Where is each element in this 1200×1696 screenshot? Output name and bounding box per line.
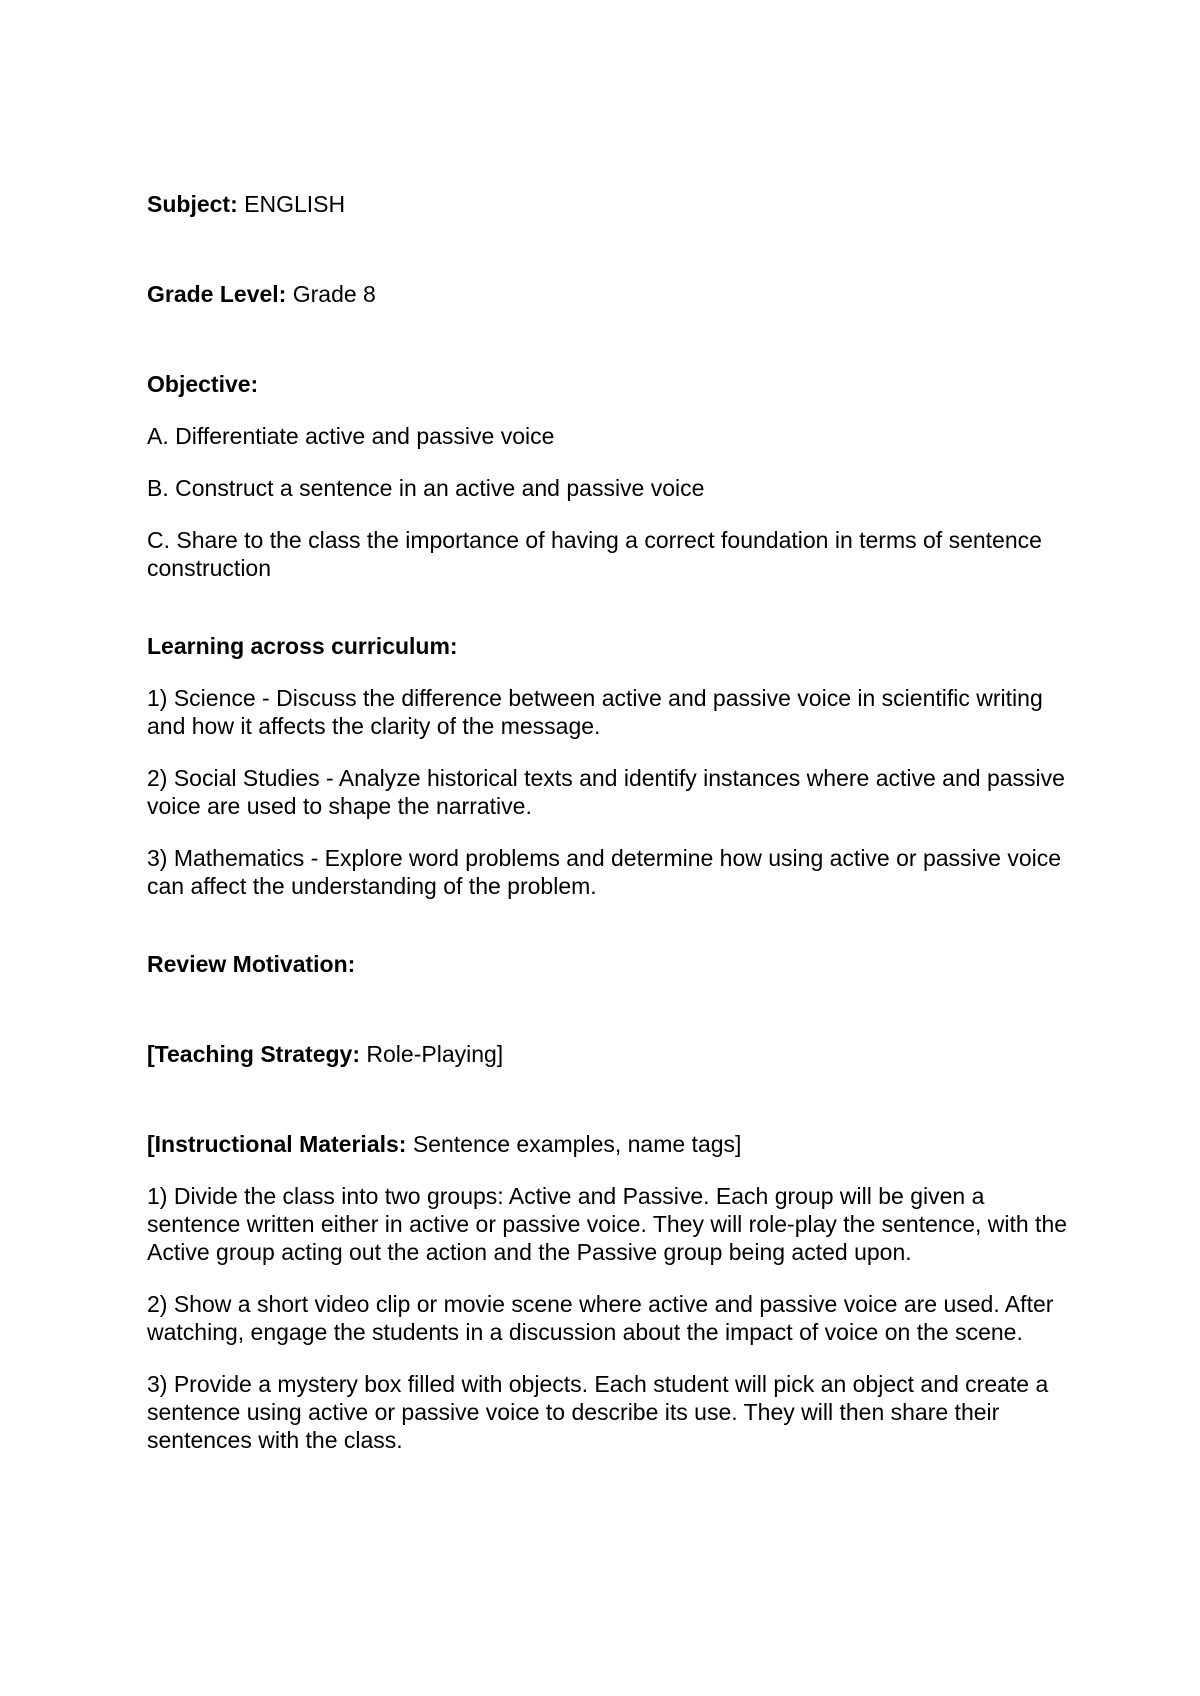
- learning-across-curriculum-section: [147, 632, 1077, 900]
- motivation-item: 2) Show a short video clip or movie scene where active and passive voice are used. After watching, engage the students in a discussion about the impact of voice on the scene.: [147, 1291, 1054, 1345]
- instructional-materials-label: Instructional Materials:: [154, 1131, 407, 1157]
- curriculum-item: 2) Social Studies - Analyze historical texts and identify instances where active and passive voice are used to shape the narrative.: [147, 765, 1065, 819]
- review-motivation-section: [147, 950, 1077, 1454]
- instructional-materials-open-bracket: [: [147, 1131, 155, 1157]
- grade-level-line: [147, 280, 1077, 308]
- teaching-strategy-value: Role-Playing]: [360, 1041, 504, 1067]
- curriculum-item: 1) Science - Discuss the difference between active and passive voice in scientific writing and how it affects the clarity of the message.: [147, 685, 1043, 739]
- objective-heading: Objective:: [147, 371, 259, 397]
- subject-label: Subject:: [147, 191, 238, 217]
- learning-across-curriculum-heading: Learning across curriculum:: [147, 633, 458, 659]
- objective-item: A. Differentiate active and passive voice: [147, 423, 555, 449]
- lesson-plan-page: [147, 190, 1077, 1454]
- teaching-strategy-line: [147, 1040, 1077, 1068]
- motivation-item: 3) Provide a mystery box filled with objects. Each student will pick an object and create a sentence using active or passive voice to describe its use. They will then share their sentences with the class.: [147, 1371, 1049, 1453]
- objective-item: C. Share to the class the importance of having a correct foundation in terms of sentence construction: [147, 527, 1042, 581]
- subject-line: [147, 190, 1077, 218]
- objective-section: [147, 370, 1077, 582]
- teaching-strategy-open-bracket: [: [147, 1041, 155, 1067]
- curriculum-item: 3) Mathematics - Explore word problems and determine how using active or passive voice can affect the understanding of the problem.: [147, 845, 1062, 899]
- subject-value: ENGLISH: [237, 191, 346, 217]
- objective-item: B. Construct a sentence in an active and passive voice: [147, 475, 705, 501]
- motivation-item: 1) Divide the class into two groups: Active and Passive. Each group will be given a sentence written either in active or passive voice. They will role-play the sentence, with the Active group acting out the action and the Passive group being acted upon.: [147, 1183, 1068, 1265]
- teaching-strategy-label: Teaching Strategy:: [154, 1041, 361, 1067]
- grade-level-label: Grade Level:: [147, 281, 287, 307]
- instructional-materials-value: Sentence examples, name tags]: [406, 1131, 742, 1157]
- instructional-materials-line: [147, 1130, 1077, 1158]
- review-motivation-heading: Review Motivation:: [147, 951, 356, 977]
- grade-level-value: Grade 8: [286, 281, 376, 307]
